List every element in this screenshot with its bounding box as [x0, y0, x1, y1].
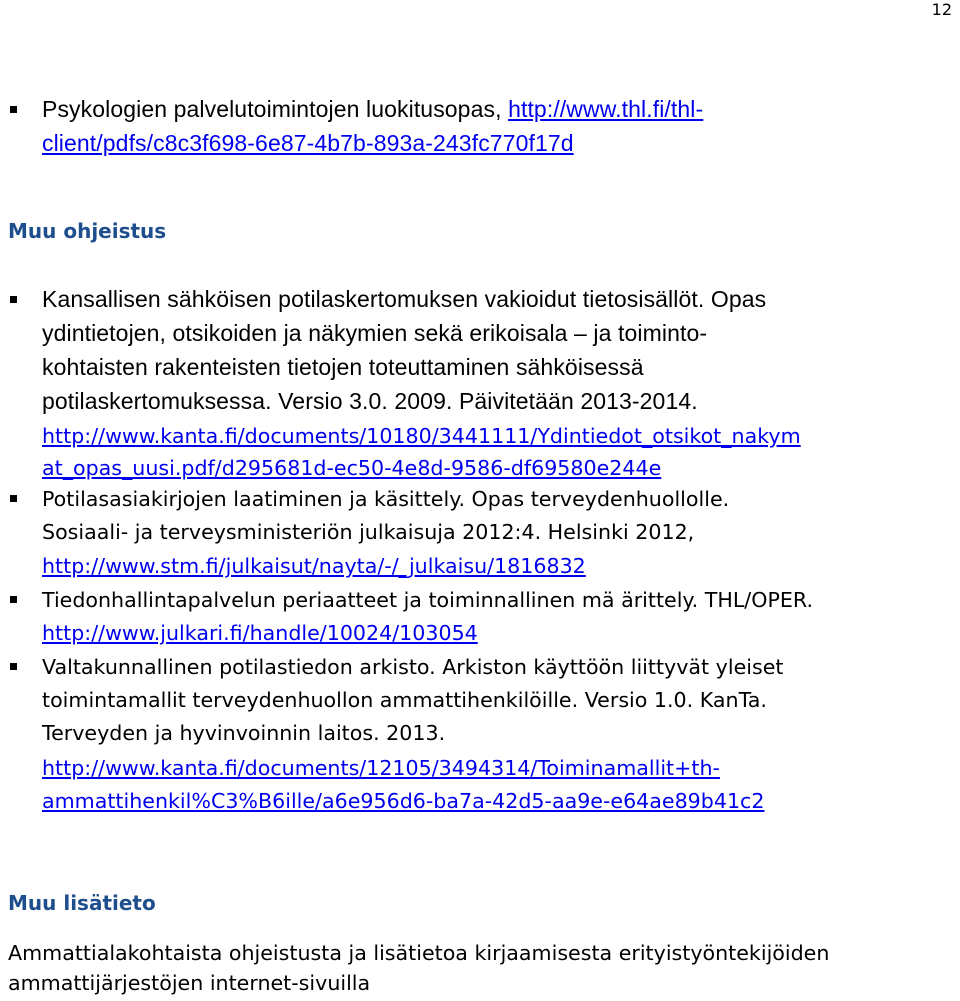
section-heading-muu-ohjeistus: Muu ohjeistus [8, 219, 167, 243]
list-item-line: Terveyden ja hyvinvoinnin laitos. 2013. [42, 721, 446, 745]
footer-text-line1: Ammattialakohtaista ohjeistusta ja lisätietoa kirjaamisesta erityistyöntekijöiden [8, 941, 830, 965]
list-item-line: Potilasasiakirjojen laatiminen ja käsittely. Opas terveydenhuollolle. [42, 487, 730, 511]
list-item-psykologien-text [42, 96, 703, 123]
list-item-line: potilaskertomuksessa. Versio 3.0. 2009. Päivitetään 2013-2014. [42, 388, 698, 414]
list-item-line: Tiedonhallintapalvelun periaatteet ja toiminnallinen mä ärittely. THL/OPER. [42, 588, 813, 612]
list-item-line: Sosiaali- ja terveysministeriön julkaisuja 2012:4. Helsinki 2012, [42, 520, 695, 544]
link-kanta-ydintiedot-1[interactable]: http://www.kanta.fi/documents/10180/3441111/Ydintiedot_otsikot_nakym [42, 424, 801, 448]
link-kanta-toimintamallit-1[interactable]: http://www.kanta.fi/documents/12105/3494314/Toiminamallit+th- [42, 756, 720, 780]
footer-text-line2: ammattijärjestöjen internet-sivuilla [8, 971, 371, 995]
item-text: Psykologien palvelutoimintojen luokitusopas, [42, 96, 509, 122]
link-stm-julkaisu[interactable]: http://www.stm.fi/julkaisut/nayta/-/_julkaisu/1816832 [42, 554, 586, 578]
link-julkari[interactable]: http://www.julkari.fi/handle/10024/103054 [42, 621, 478, 645]
link-thl-part2[interactable]: client/pdfs/c8c3f698-6e87-4b7b-893a-243fc770f17d [42, 130, 574, 156]
link-thl-part1[interactable]: http://www.thl.fi/thl- [508, 96, 704, 122]
section-heading-muu-lisatieto: Muu lisätieto [8, 891, 156, 915]
bullet-icon [10, 495, 17, 502]
bullet-icon [10, 296, 17, 303]
page-number: 12 [931, 0, 952, 19]
bullet-icon [10, 663, 17, 670]
list-item-line: Kansallisen sähköisen potilaskertomuksen vakioidut tietosisällöt. Opas [42, 286, 767, 312]
bullet-icon [10, 596, 17, 603]
link-kanta-ydintiedot-2[interactable]: at_opas_uusi.pdf/d295681d-ec50-4e8d-9586-df69580e244e [42, 456, 662, 480]
list-item-line: ydintietojen, otsikoiden ja näkymien sekä erikoisala – ja toiminto- [42, 320, 708, 346]
link-kanta-toimintamallit-2[interactable]: ammattihenkil%C3%B6ille/a6e956d6-ba7a-42d5-aa9e-e64ae89b41c2 [42, 789, 765, 813]
list-item-line: Valtakunnallinen potilastiedon arkisto. Arkiston käyttöön liittyvät yleiset [42, 655, 784, 679]
list-item-line: toimintamallit terveydenhuollon ammattihenkilöille. Versio 1.0. KanTa. [42, 688, 767, 712]
bullet-icon [10, 106, 17, 113]
list-item-line: kohtaisten rakenteisten tietojen toteuttaminen sähköisessä [42, 354, 644, 380]
